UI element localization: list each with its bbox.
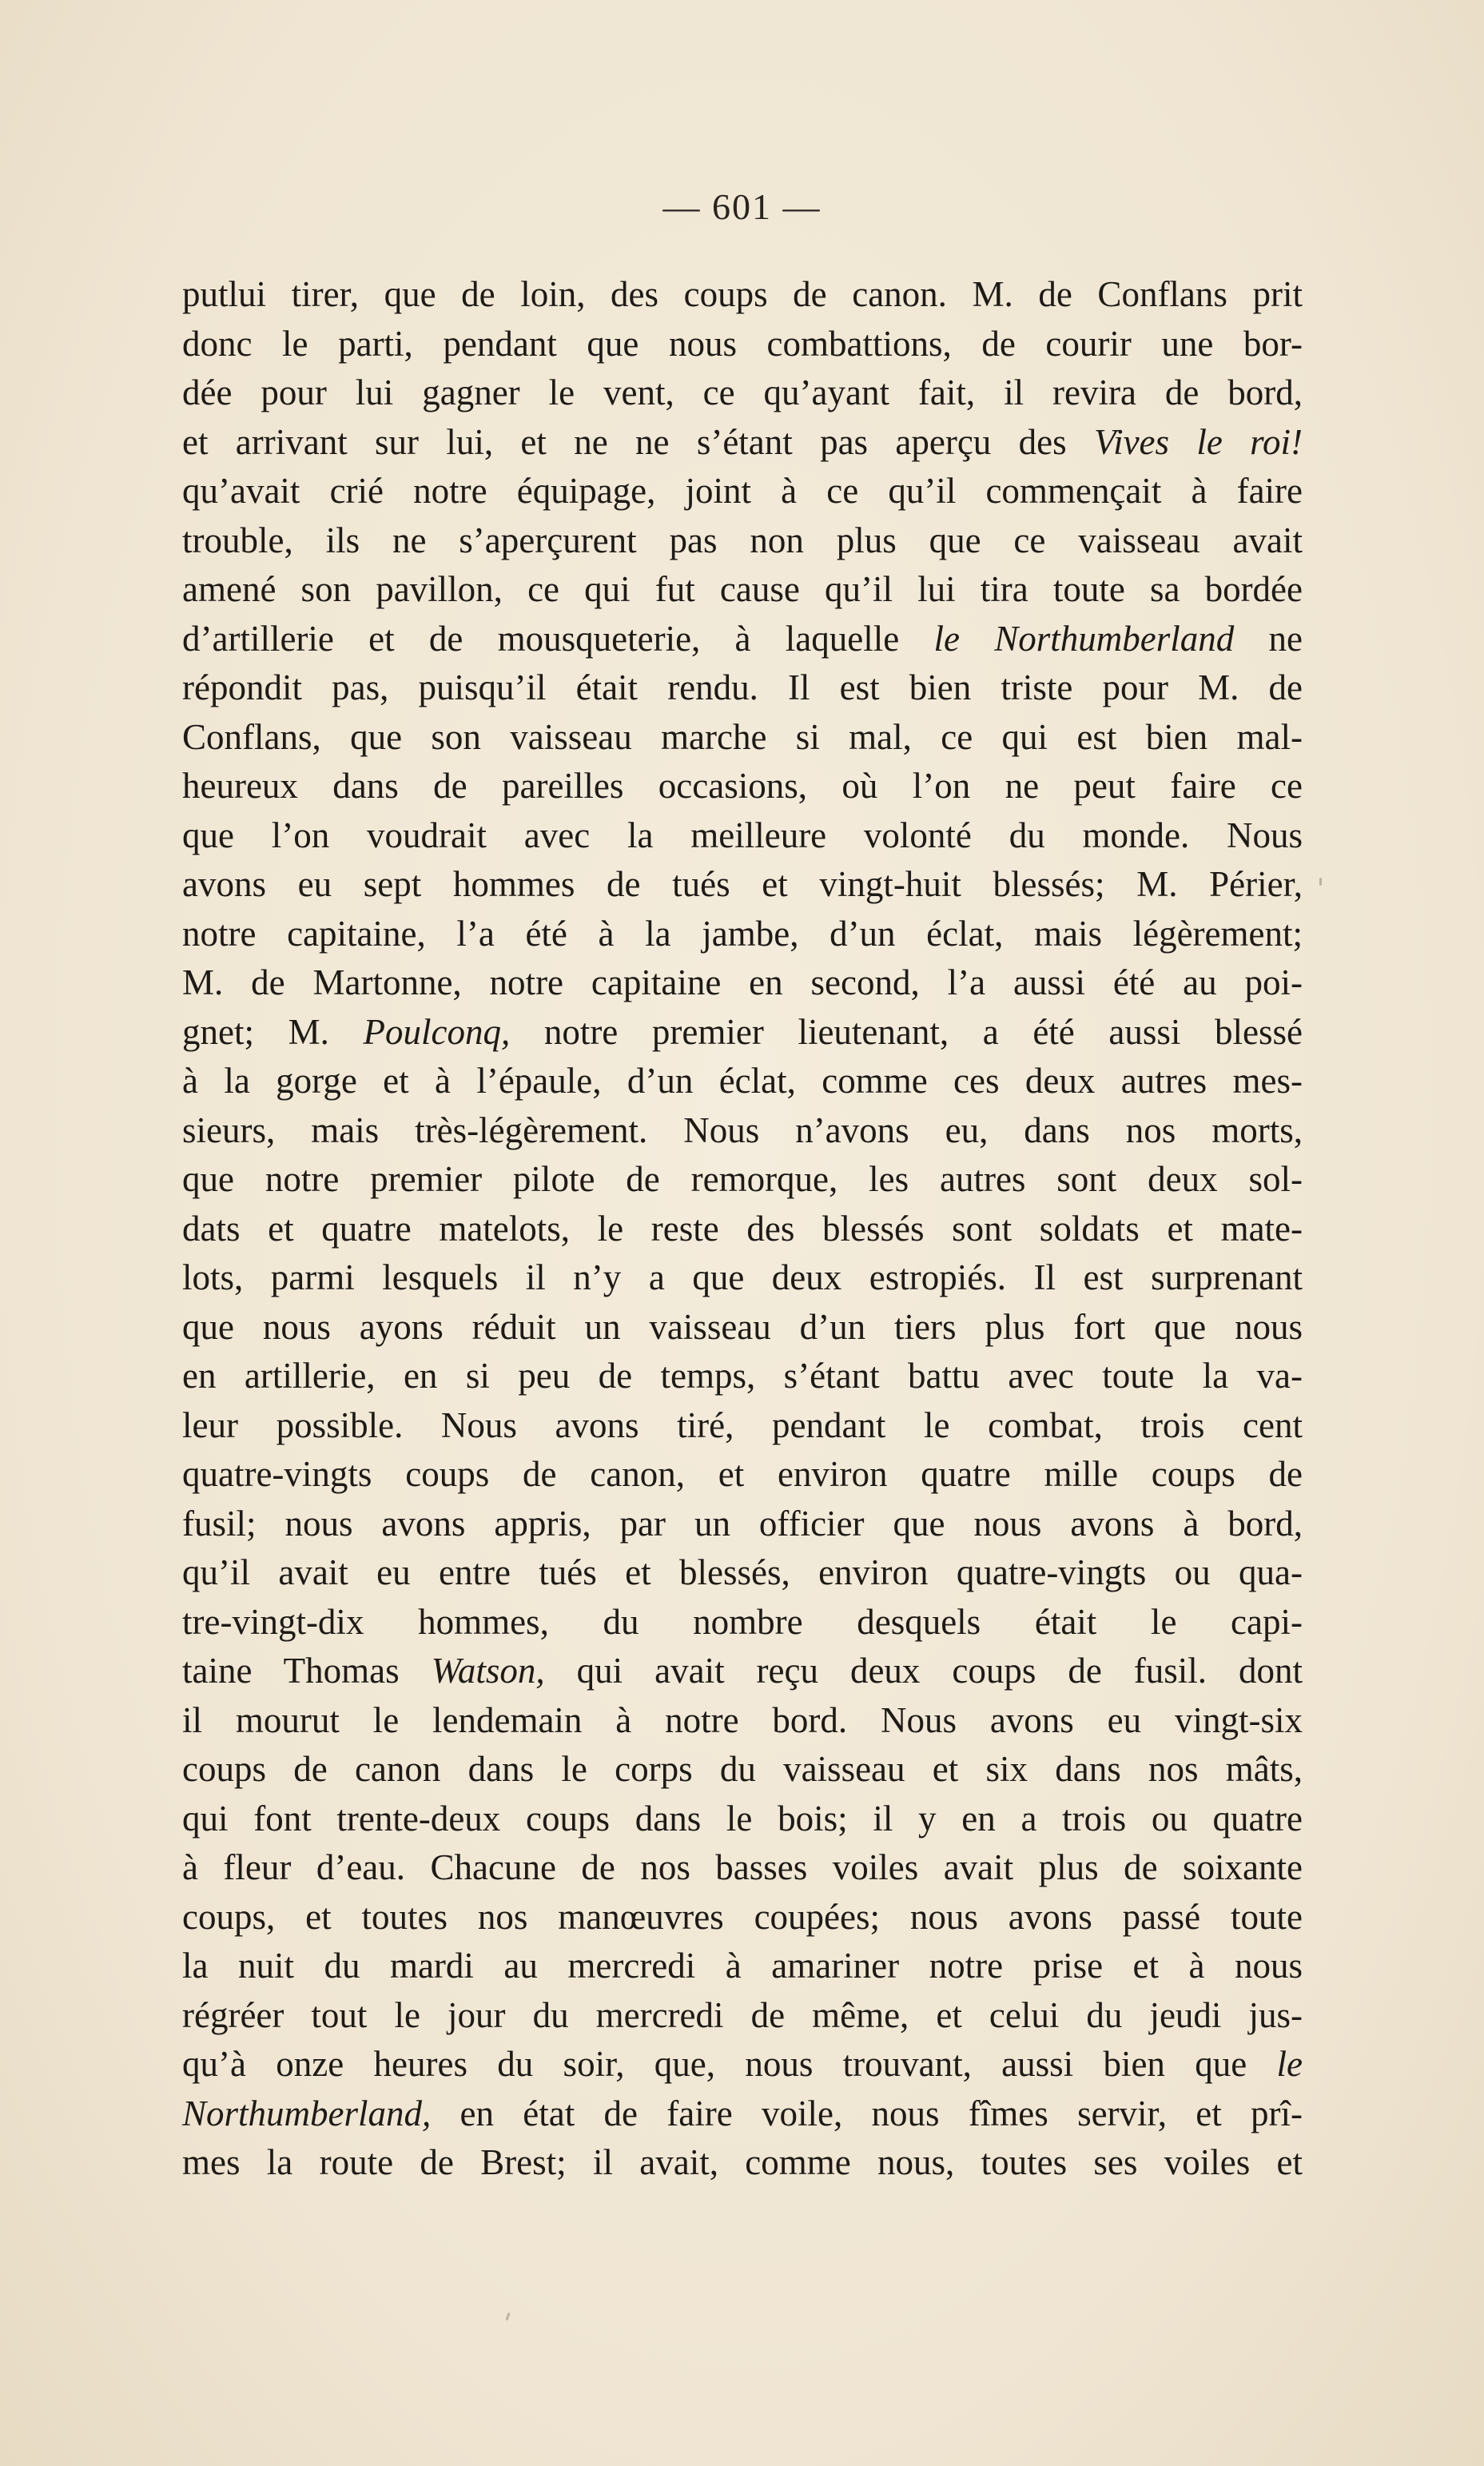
text-line	[182, 418, 1303, 468]
text-line	[182, 1057, 1303, 1106]
text-segment: répondit pas, puisqu’il était rendu. Il est bien triste pour M. de	[182, 667, 1303, 707]
text-line	[182, 762, 1303, 811]
text-segment: à fleur d’eau. Chacune de nos basses voiles avait plus de soixante	[182, 1847, 1303, 1887]
text-line	[182, 811, 1303, 861]
italic-text: Vives le roi!	[1093, 421, 1303, 462]
text-segment: qui font trente-deux coups dans le bois; il y en a trois ou quatre	[182, 1798, 1303, 1839]
text-segment: que nous ayons réduit un vaisseau d’un tiers plus fort que nous	[182, 1306, 1303, 1347]
page-number: — 601 —	[662, 186, 822, 227]
italic-text: Watson,	[431, 1651, 545, 1691]
text-line	[182, 1155, 1303, 1205]
text-segment: ne	[1234, 618, 1303, 659]
text-line	[182, 1253, 1303, 1303]
text-line	[182, 1598, 1303, 1647]
text-line	[182, 1647, 1303, 1696]
text-segment: gnet; M.	[182, 1011, 364, 1052]
text-line	[182, 1106, 1303, 1156]
text-line	[182, 1795, 1303, 1844]
text-segment: mes la route de Brest; il avait, comme nous, toutes ses voiles et	[182, 2142, 1303, 2182]
text-line	[182, 615, 1303, 664]
text-line	[182, 663, 1303, 713]
text-line	[182, 860, 1303, 910]
text-line	[182, 2138, 1303, 2188]
text-segment: régréer tout le jour du mercredi de même, et celui du jeudi jus-	[182, 1994, 1303, 2035]
text-line	[182, 270, 1303, 320]
text-line	[182, 1843, 1303, 1893]
text-line	[182, 1401, 1303, 1451]
text-line	[182, 1942, 1303, 1991]
italic-text: le Northumberland	[933, 618, 1235, 659]
italic-text: Poulconq,	[363, 1011, 511, 1052]
text-segment: coups de canon dans le corps du vaisseau et six dans nos mâts,	[182, 1749, 1303, 1789]
text-segment: fusil; nous avons appris, par un officier que nous avons à bord,	[182, 1503, 1303, 1544]
paper-speck	[505, 2313, 510, 2321]
text-line	[182, 1893, 1303, 1942]
text-line	[182, 2040, 1303, 2090]
text-segment: M. de Martonne, notre capitaine en second, l’a aussi été au poi-	[182, 962, 1303, 1002]
text-segment: amené son pavillon, ce qui fut cause qu’il lui tira toute sa bordée	[182, 569, 1303, 609]
text-line	[182, 1500, 1303, 1549]
text-segment: que notre premier pilote de remorque, les autres sont deux sol-	[182, 1159, 1303, 1199]
text-line	[182, 910, 1303, 959]
text-line	[182, 1008, 1303, 1058]
text-line	[182, 369, 1303, 418]
paper-speck	[1319, 878, 1322, 886]
text-line	[182, 516, 1303, 566]
text-segment: lots, parmi lesquels il n’y a que deux estropiés. Il est surprenant	[182, 1257, 1303, 1297]
text-segment: putlui tirer, que de loin, des coups de canon. M. de Conflans prit	[182, 274, 1303, 314]
text-segment: trouble, ils ne s’aperçurent pas non plus que ce vaisseau avait	[182, 520, 1303, 560]
text-segment: qu’à onze heures du soir, que, nous trouvant, aussi bien que	[182, 2044, 1277, 2084]
text-segment: qui avait reçu deux coups de fusil. dont	[544, 1651, 1303, 1691]
text-segment: en état de faire voile, nous fîmes servir, et prî-	[431, 2093, 1303, 2133]
text-segment: notre capitaine, l’a été à la jambe, d’un éclat, mais légèrement;	[182, 913, 1303, 954]
text-line	[182, 713, 1303, 763]
text-segment: et arrivant sur lui, et ne ne s’étant pas aperçu des	[182, 421, 1094, 462]
text-line	[182, 1205, 1303, 1254]
text-segment: d’artillerie et de mousqueterie, à laquelle	[182, 618, 934, 659]
text-line	[182, 2090, 1303, 2139]
text-line	[182, 1450, 1303, 1500]
text-line	[182, 1696, 1303, 1746]
text-segment: à la gorge et à l’épaule, d’un éclat, comme ces deux autres mes-	[182, 1061, 1303, 1101]
text-segment: quatre-vingts coups de canon, et environ quatre mille coups de	[182, 1454, 1303, 1494]
text-segment: taine Thomas	[182, 1651, 432, 1691]
text-segment: qu’avait crié notre équipage, joint à ce qu’il commençait à faire	[182, 471, 1303, 511]
text-segment: dée pour lui gagner le vent, ce qu’ayant fait, il revira de bord,	[182, 372, 1303, 412]
text-segment: qu’il avait eu entre tués et blessés, environ quatre-vingts ou qua-	[182, 1552, 1303, 1592]
text-segment: avons eu sept hommes de tués et vingt-huit blessés; M. Périer,	[182, 864, 1303, 904]
text-line	[182, 1352, 1303, 1401]
text-segment: que l’on voudrait avec la meilleure volonté du monde. Nous	[182, 815, 1303, 855]
text-segment: il mourut le lendemain à notre bord. Nous avons eu vingt-six	[182, 1699, 1303, 1740]
italic-text: le	[1276, 2044, 1303, 2084]
text-line	[182, 467, 1303, 516]
text-line	[182, 958, 1303, 1008]
text-segment: heureux dans de pareilles occasions, où l’on ne peut faire ce	[182, 766, 1303, 806]
text-segment: Conflans, que son vaisseau marche si mal, ce qui est bien mal-	[182, 716, 1303, 757]
text-line	[182, 1548, 1303, 1598]
text-segment: notre premier lieutenant, a été aussi blessé	[510, 1011, 1303, 1052]
text-segment: donc le parti, pendant que nous combattions, de courir une bor-	[182, 323, 1303, 364]
body-text	[182, 270, 1303, 2188]
text-line	[182, 1303, 1303, 1353]
italic-text: Northumberland,	[182, 2093, 432, 2133]
text-segment: leur possible. Nous avons tiré, pendant le combat, trois cent	[182, 1404, 1303, 1445]
text-line	[182, 565, 1303, 615]
text-line	[182, 320, 1303, 369]
text-line	[182, 1745, 1303, 1795]
text-segment: sieurs, mais très-légèrement. Nous n’avons eu, dans nos morts,	[182, 1110, 1303, 1150]
text-segment: en artillerie, en si peu de temps, s’étant battu avec toute la va-	[182, 1356, 1303, 1396]
text-line	[182, 1991, 1303, 2041]
text-segment: dats et quatre matelots, le reste des blessés sont soldats et mate-	[182, 1208, 1303, 1249]
text-segment: tre-vingt-dix hommes, du nombre desquels était le capi-	[182, 1601, 1303, 1642]
text-segment: la nuit du mardi au mercredi à amariner notre prise et à nous	[182, 1946, 1303, 1986]
text-segment: coups, et toutes nos manœuvres coupées; nous avons passé toute	[182, 1896, 1303, 1937]
